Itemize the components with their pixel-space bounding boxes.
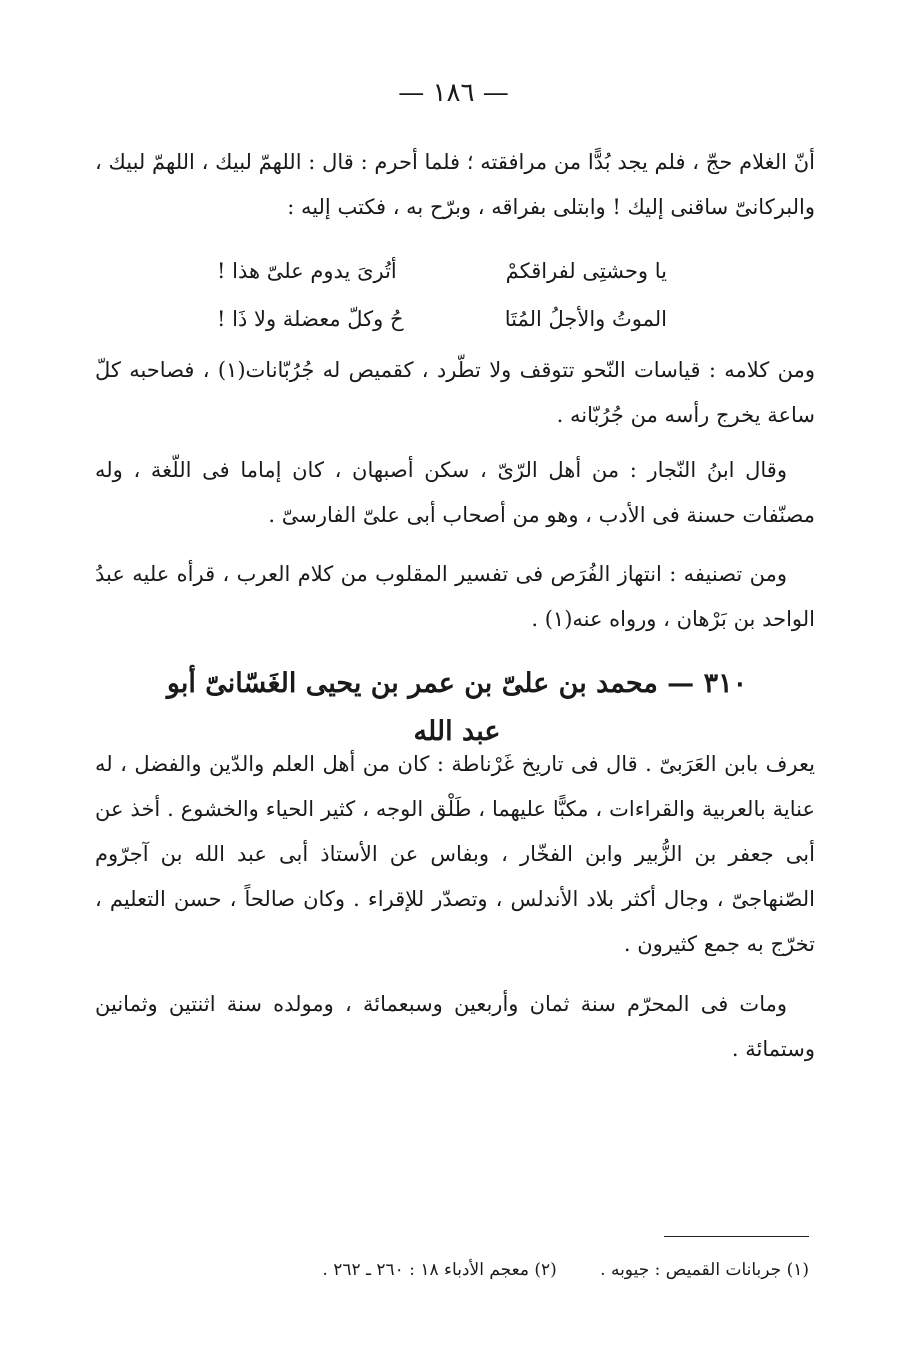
hemistich-left: حُ وكلّ معضلة ولا ذَا ! bbox=[217, 307, 404, 331]
paragraph: ومن كلامه : قياسات النّحو تتوقف ولا تطّرد ، كقميص له جُرُبّانات(١) ، فصاحبه كلّ ساعة يخرج رأسه من جُرُبّانه . bbox=[95, 358, 816, 427]
poem-verses bbox=[217, 247, 667, 343]
paragraph: يعرف بابن العَرَبىّ . قال فى تاريخ غَرْناطة : كان من أهل العلم والدّين والفضل ، له عناية بالعربية والقراءات ، مكبًّا عليهما ، طَلْق الوجه ، كثير الحياء والخشوع . أخذ عن أبى جعفر بن الزُّبير وابن الفخّار ، وبفاس عن الأستاذ أبى عبد الله بن آجرّوم الصّنهاجىّ ، وجال أكثر بلاد الأندلس ، وتصدّر للإقراء . وكان صالحاً ، حسن التعليم ، تخرّج به جمع كثيرون . bbox=[95, 752, 815, 956]
footnote-1: (١) جربانات القميص : جيوبه . bbox=[600, 1260, 809, 1280]
paragraph-ibn-najjar bbox=[95, 448, 815, 538]
hemistich-left: أتُرىَ يدوم علىّ هذا ! bbox=[217, 259, 397, 283]
footnote-divider bbox=[664, 1236, 809, 1237]
paragraph-works bbox=[95, 552, 815, 642]
paragraph: ومات فى المحرّم سنة ثمان وأربعين وسبعمائة ، ومولده سنة اثنتين وثمانين وستمائة . bbox=[95, 992, 815, 1061]
paragraph-biography bbox=[95, 742, 815, 967]
entry-heading: ٣١٠ — محمد بن علىّ بن عمر بن يحيى الغَسّانىّ أبو عبد الله bbox=[166, 668, 748, 747]
hemistich-right: الموتُ والأجلُ المُتَا bbox=[504, 307, 667, 331]
paragraph: وقال ابنُ النّجار : من أهل الرّىّ ، سكن أصبهان ، كان إماما فى اللّغة ، وله مصنّفات حسنة فى الأدب ، وهو من أصحاب أبى علىّ الفارسىّ . bbox=[95, 458, 815, 527]
poem-line bbox=[217, 295, 667, 343]
paragraph: أنّ الغلام حجّ ، فلم يجد بُدًّا من مرافقته ؛ فلما أحرم : قال : اللهمّ لبيك ، اللهمّ لبيك ، والبركانىّ ساقنى إليك ! وابتلى بفراقه ، وبرّح به ، فكتب إليه : bbox=[95, 150, 815, 219]
footnote-2: (٢) معجم الأدباء ١٨ : ٢٦٠ ـ ٢٦٢ . bbox=[322, 1260, 557, 1280]
paragraph-sayings bbox=[95, 348, 815, 438]
paragraph-continuation bbox=[95, 140, 815, 230]
hemistich-right: يا وحشتِى لفراقكمْ bbox=[505, 259, 667, 283]
poem-line bbox=[217, 247, 667, 295]
page-number: — ١٨٦ — bbox=[398, 78, 509, 108]
paragraph-death bbox=[95, 982, 815, 1072]
footnotes bbox=[189, 1256, 809, 1284]
paragraph: ومن تصنيفه : انتهاز الفُرَص فى تفسير المقلوب من كلام العرب ، قرأه عليه عبدُ الواحد بن بَرْهان ، ورواه عنه(١) . bbox=[95, 562, 815, 631]
